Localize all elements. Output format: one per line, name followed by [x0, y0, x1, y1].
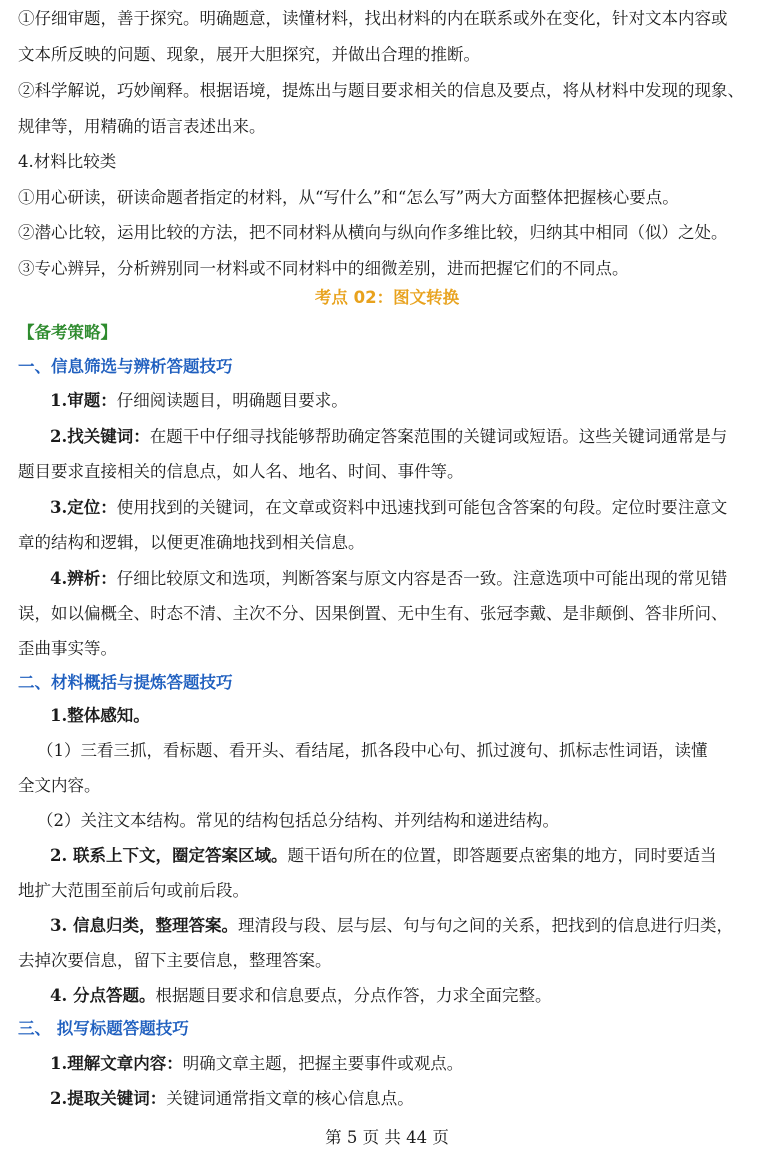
- label: 2.找关键词：: [50, 427, 150, 446]
- beikao-heading: 【备考策略】: [18, 323, 117, 342]
- paragraph-lianxi: [50, 845, 762, 867]
- paragraph-lijie: [50, 1053, 762, 1075]
- page-number: 第 5 页 共 44 页: [325, 1128, 449, 1147]
- paragraph-dingwei: [50, 497, 762, 519]
- text-line: ③专心辨异，分析辨别同一材料或不同材料中的细微差别，进而把握它们的不同点。: [18, 259, 629, 278]
- text: 在题干中仔细寻找能够帮助确定答案范围的关键词或短语。这些关键词通常是与: [149, 427, 728, 446]
- text: 关键词通常指文章的核心信息点。: [166, 1089, 414, 1108]
- paragraph-guilei: [50, 915, 762, 937]
- paragraph-shenti: [50, 390, 762, 412]
- section-heading-3: 三、 拟写标题答题技巧: [18, 1019, 189, 1038]
- label: 1.审题：: [50, 391, 117, 410]
- kaodian-heading: 考点 02：图文转换: [314, 288, 460, 307]
- section-heading-1: 一、信息筛选与辨析答题技巧: [18, 357, 233, 376]
- text: 仔细比较原文和选项，判断答案与原文内容是否一致。注意选项中可能出现的常见错: [116, 569, 728, 588]
- label: 4.辨析：: [50, 569, 117, 588]
- paragraph-fendian: [50, 985, 762, 1007]
- text: 使用找到的关键词，在文章或资料中迅速找到可能包含答案的句段。定位时要注意文: [116, 498, 728, 517]
- text-line: 章的结构和逻辑，以便更准确地找到相关信息。: [18, 533, 365, 552]
- label: 1.理解文章内容：: [50, 1054, 183, 1073]
- label: 4. 分点答题。: [50, 986, 156, 1005]
- label: 3. 信息归类，整理答案。: [50, 916, 238, 935]
- text-line: ①仔细审题，善于探究。明确题意，读懂材料，找出材料的内在联系或外在变化，针对文本内容或: [18, 9, 728, 28]
- text-line: 规律等，用精确的语言表述出来。: [18, 117, 266, 136]
- section-heading-2: 二、材料概括与提炼答题技巧: [18, 673, 233, 692]
- paragraph-tiqu: [50, 1088, 762, 1110]
- text-line: 全文内容。: [18, 776, 101, 795]
- paragraph-guanjianci: [50, 426, 762, 448]
- text-line: 歪曲事实等。: [18, 639, 117, 658]
- text-line: 误，如以偏概全、时态不清、主次不分、因果倒置、无中生有、张冠李戴、是非颠倒、答非所问、: [18, 604, 728, 623]
- text: 理清段与段、层与层、句与句之间的关系，把找到的信息进行归类，: [237, 916, 733, 935]
- section-subheading: 4.材料比较类: [18, 152, 117, 171]
- label: 2. 联系上下文，圈定答案区域。: [50, 846, 288, 865]
- text-line: 文本所反映的问题、现象，展开大胆探究，并做出合理的推断。: [18, 45, 480, 64]
- text-line: ②科学解说，巧妙阐释。根据语境，提炼出与题目要求相关的信息及要点，将从材料中发现的现象、: [18, 81, 744, 100]
- text: 明确文章主题，把握主要事件或观点。: [182, 1054, 464, 1073]
- text-line: （2）关注文本结构。常见的结构包括总分结构、并列结构和递进结构。: [37, 811, 559, 830]
- text: 题干语句所在的位置，即答题要点密集的地方，同时要适当: [287, 846, 717, 865]
- text-line: ②潜心比较，运用比较的方法，把不同材料从横向与纵向作多维比较，归纳其中相同（似）之处。: [18, 223, 728, 242]
- paragraph-bianxi: [50, 568, 762, 590]
- text: 仔细阅读题目，明确题目要求。: [116, 391, 348, 410]
- text: 根据题目要求和信息要点，分点作答，力求全面完整。: [155, 986, 552, 1005]
- label: 3.定位：: [50, 498, 117, 517]
- text-line: ①用心研读，研读命题者指定的材料，从“写什么”和“怎么写”两大方面整体把握核心要点。: [18, 188, 679, 207]
- text-line: 题目要求直接相关的信息点，如人名、地名、时间、事件等。: [18, 462, 464, 481]
- text-line: 地扩大范围至前后句或前后段。: [18, 881, 249, 900]
- text-line: （1）三看三抓，看标题、看开头、看结尾，抓各段中心句、抓过渡句、抓标志性词语，读懂: [37, 741, 708, 760]
- paragraph-label: 1.整体感知。: [50, 706, 150, 725]
- text-line: 去掉次要信息，留下主要信息，整理答案。: [18, 951, 332, 970]
- label: 2.提取关键词：: [50, 1089, 167, 1108]
